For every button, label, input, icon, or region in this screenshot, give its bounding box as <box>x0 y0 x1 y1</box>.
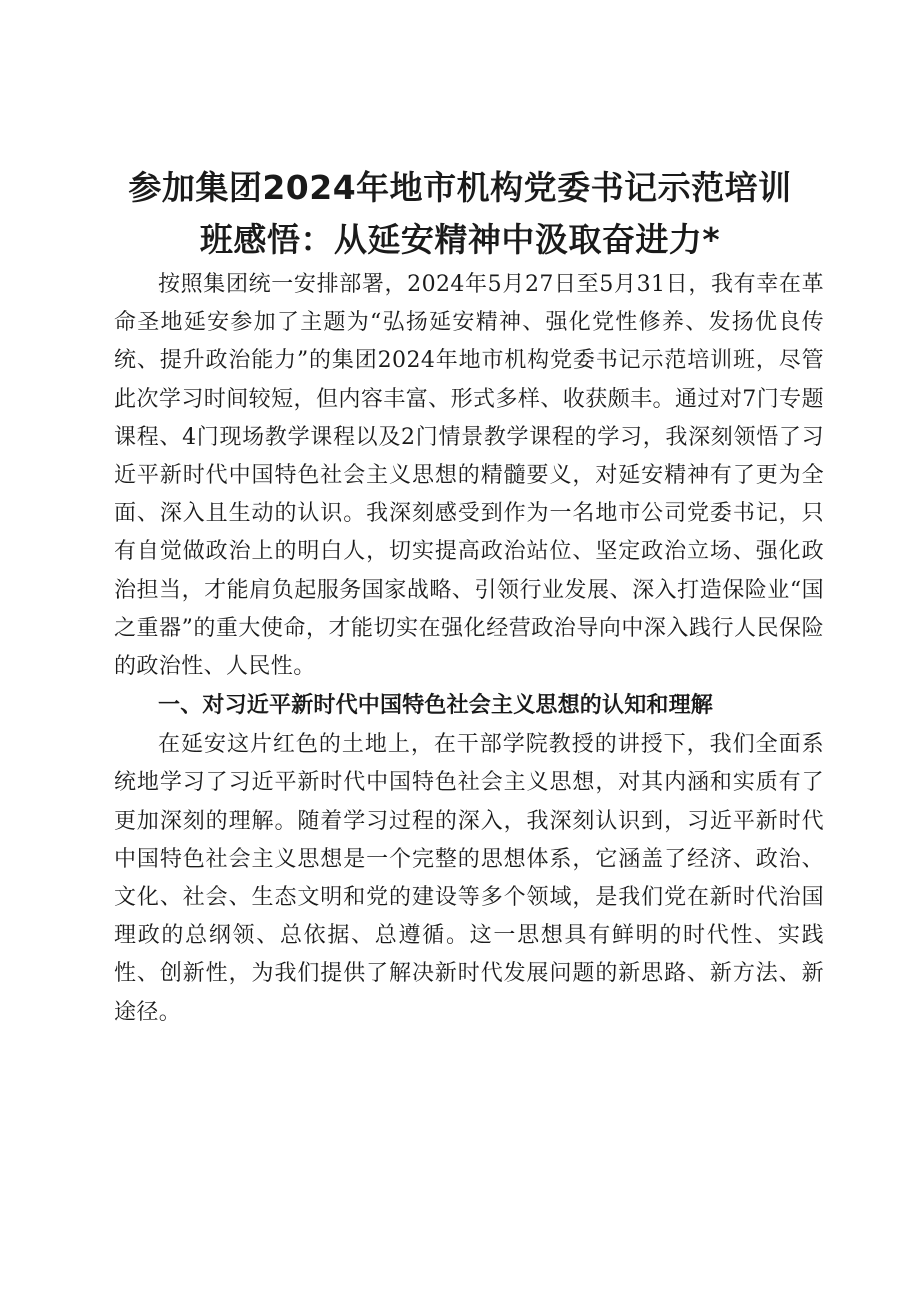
section-1-heading: 一、对习近平新时代中国特色社会主义思想的认知和理解 <box>158 693 714 719</box>
section-1-paragraph: 在延安这片红色的土地上，在干部学院教授的讲授下，我们全面系统地学习了习近平新时代中国特色社会主义思想，对其内涵和实质有了更加深刻的理解。随着学习过程的深入，我深刻认识到，习近平新时代中国特色社会主义思想是一个完整的思想体系，它涵盖了经济、政治、文化、社会、生态文明和党的建设等多个领域，是我们党在新时代治国理政的总纲领、总依据、总遵循。这一思想具有鲜明的时代性、实践性、创新性，为我们提供了解决新时代发展问题的新思路、新方法、新途径。 <box>114 732 824 1025</box>
title-line-1: 参加集团2024年地市机构党委书记示范培训 <box>128 168 792 207</box>
document-title <box>100 162 820 266</box>
intro-paragraph: 按照集团统一安排部署，2024年5月27日至5月31日，我有幸在革命圣地延安参加了主题为“弘扬延安精神、强化党性修养、发扬优良传统、提升政治能力”的集团2024年地市机构党委书记示范培训班，尽管此次学习时间较短，但内容丰富、形式多样、收获颇丰。通过对7门专题课程、4门现场教学课程以及2门情景教学课程的学习，我深刻领悟了习近平新时代中国特色社会主义思想的精髓要义，对延安精神有了更为全面、深入且生动的认识。我深刻感受到作为一名地市公司党委书记，只有自觉做政治上的明白人，切实提高政治站位、坚定政治立场、强化政治担当，才能肩负起服务国家战略、引领行业发展、深入打造保险业“国之重器”的重大使命，才能切实在强化经营政治导向中深入践行人民保险的政治性、人民性。 <box>114 272 824 680</box>
document-body <box>114 266 824 1032</box>
title-line-2: 班感悟：从延安精神中汲取奋进力* <box>199 220 721 259</box>
